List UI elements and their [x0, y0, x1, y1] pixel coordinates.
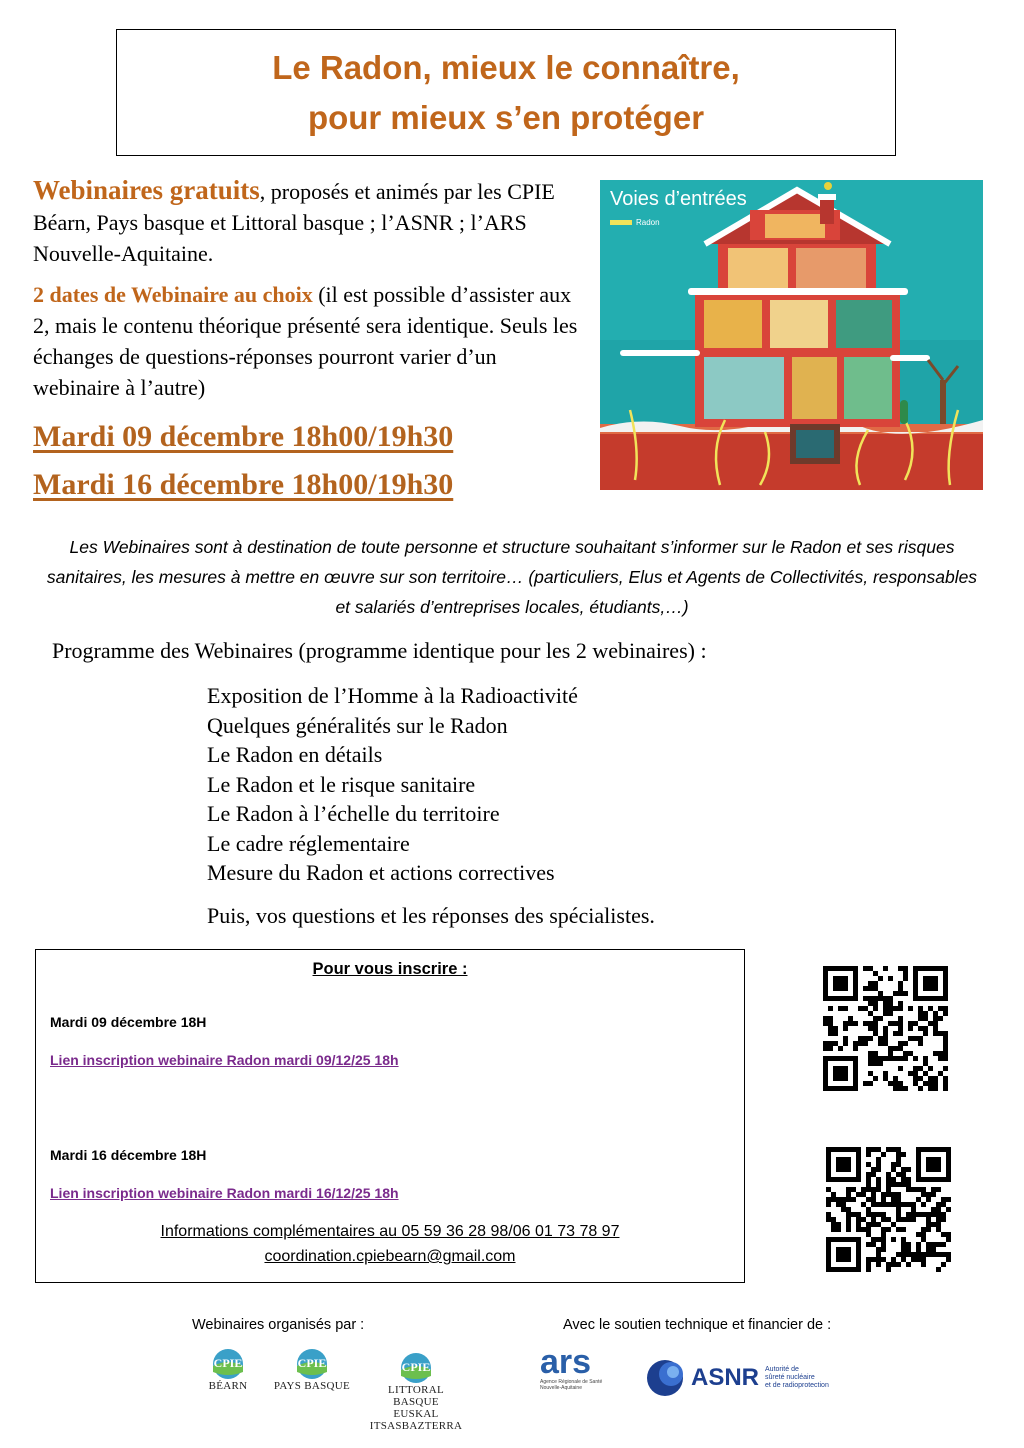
dates-rest: (il est possible d’assister aux 2, mais le contenu théorique présenté sera identique. Seuls les échanges de questions-réponses pourront varier d’un webinaire à l’autre) — [33, 282, 578, 400]
title-box — [116, 29, 896, 156]
legend-label: Radon — [636, 218, 660, 227]
svg-text:CPIE: CPIE — [297, 1356, 327, 1370]
intro-lead: Webinaires gratuits — [33, 175, 260, 205]
program-item: Exposition de l’Homme à la Radioactivité — [207, 683, 578, 708]
legend-swatch — [610, 220, 632, 225]
registration-date-2: Mardi 16 décembre 18H — [50, 1147, 207, 1163]
program-list — [207, 681, 578, 888]
house-cutaway-illustration — [600, 180, 983, 490]
registration-link-2[interactable]: Lien inscription webinaire Radon mardi 16/12/25 18h — [50, 1185, 399, 1201]
cpie-bearn-logo — [196, 1348, 260, 1392]
registration-date-1: Mardi 09 décembre 18H — [50, 1014, 207, 1030]
ars-logo — [540, 1345, 620, 1395]
illustration-legend — [610, 218, 660, 227]
intro-paragraph — [33, 175, 581, 269]
cpie-pays-basque-logo — [272, 1348, 352, 1392]
asnr-logo — [645, 1355, 835, 1401]
program-closing: Puis, vos questions et les réponses des spécialistes. — [207, 903, 655, 928]
program-item: Le Radon et le risque sanitaire — [207, 771, 476, 797]
program-title: Programme des Webinaires (programme identique pour les 2 webinaires) : — [52, 638, 707, 663]
organized-by-label: Webinaires organisés par : — [192, 1317, 365, 1333]
cpie-icon — [208, 1348, 248, 1380]
info-phone: Informations complémentaires au 05 59 36 28 98/06 01 73 78 97 — [160, 1223, 620, 1240]
svg-text:CPIE: CPIE — [401, 1360, 431, 1374]
cpie-pays-basque-caption: PAYS BASQUE — [273, 1380, 351, 1392]
session-date-1: Mardi 09 décembre 18h00/19h30 — [33, 420, 454, 453]
info-email[interactable]: coordination.cpiebearn@gmail.com — [264, 1248, 516, 1265]
asnr-subtitle-3: et de radioprotection — [765, 1382, 829, 1389]
asnr-wordmark: ASNR — [691, 1364, 760, 1391]
cpie-littoral-basque-logo — [366, 1352, 466, 1432]
target-audience: Les Webinaires sont à destination de toute personne et structure souhaitant s’informer sur le Radon et ses risques sanitaires, les mesures à mettre en œuvre sur son territoire… (particuliers, Elus et Agents de Collectivités, responsables et salariés d’entreprises locales, étudiants,…) — [46, 537, 978, 617]
support-by-label: Avec le soutien technique et financier de : — [563, 1317, 832, 1333]
program-item: Le Radon en détails — [207, 742, 383, 767]
ars-subtitle-1: Agence Régionale de Santé — [540, 1379, 603, 1385]
cpie-littoral-caption-2: EUSKAL ITSASBAZTERRA — [369, 1408, 463, 1432]
dates-paragraph — [33, 279, 581, 403]
cpie-icon — [396, 1352, 436, 1384]
dates-lead: 2 dates de Webinaire au choix — [33, 282, 313, 307]
intro-lead-rest: , proposés et animés par les CPIE Béarn, Pays basque et Littoral basque ; l’ASNR ; l’ARS Nouvelle-Aquitaine. — [33, 179, 555, 266]
qr-code-1-icon[interactable] — [823, 966, 948, 1091]
asnr-subtitle — [765, 1366, 829, 1390]
intro-block — [33, 175, 581, 403]
title-line-1: Le Radon, mieux le connaître, — [272, 48, 740, 86]
asnr-subtitle-1: Autorité de — [765, 1366, 799, 1373]
ars-wordmark: ars — [540, 1343, 592, 1381]
program-item: Le Radon à l’échelle du territoire — [207, 801, 500, 826]
program-item: Mesure du Radon et actions correctives — [207, 860, 555, 885]
program-item: Le cadre réglementaire — [207, 830, 410, 856]
illustration-caption: Voies d’entrées — [610, 188, 747, 210]
title-line-2: pour mieux s’en protéger — [307, 98, 705, 136]
asnr-emblem-icon — [645, 1358, 685, 1398]
svg-text:CPIE: CPIE — [213, 1356, 243, 1370]
registration-link-1[interactable]: Lien inscription webinaire Radon mardi 09/12/25 18h — [50, 1052, 399, 1068]
registration-title: Pour vous inscrire : — [312, 960, 468, 978]
qr-code-2-icon[interactable] — [826, 1147, 951, 1272]
cpie-bearn-caption: BÉARN — [208, 1380, 248, 1392]
program-item: Quelques généralités sur le Radon — [207, 712, 508, 738]
registration-box — [35, 949, 745, 1283]
cpie-littoral-caption: LITTORAL BASQUE — [388, 1384, 444, 1408]
asnr-subtitle-2: sûreté nucléaire — [765, 1374, 815, 1381]
cpie-icon — [292, 1348, 332, 1380]
ars-subtitle-2: Nouvelle-Aquitaine — [540, 1385, 582, 1391]
session-date-2: Mardi 16 décembre 18h00/19h30 — [33, 468, 454, 501]
